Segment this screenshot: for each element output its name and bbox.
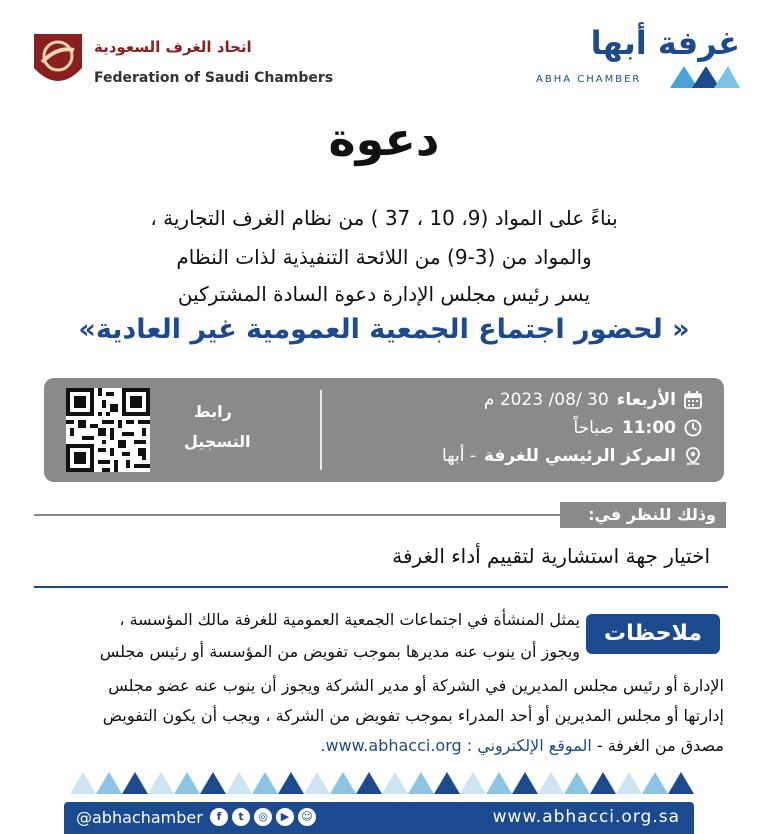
decorative-triangle (122, 772, 148, 794)
event-time-suffix: صباحاً (573, 418, 614, 438)
decorative-triangle (512, 772, 538, 794)
decorative-triangle (668, 772, 694, 794)
decorative-triangle (408, 772, 434, 794)
abha-logo-triangles-icon (670, 62, 740, 88)
decorative-triangle (252, 772, 278, 794)
abha-logo-english: ABHA CHAMBER (536, 74, 642, 85)
notes-badge: ملاحظات (586, 614, 720, 654)
snapchat-icon[interactable]: ☺ (298, 808, 316, 826)
calendar-icon (684, 391, 702, 409)
federation-name-english: Federation of Saudi Chambers (94, 70, 334, 86)
facebook-icon[interactable]: f (210, 808, 228, 826)
decorative-triangle (590, 772, 616, 794)
registration-label-line-2: التسجيل (184, 432, 251, 451)
agenda-item: اختيار جهة استشارية لتقييم أداء الغرفة (392, 544, 710, 568)
federation-logo (28, 28, 334, 100)
decorative-triangle (642, 772, 668, 794)
decorative-triangle (486, 772, 512, 794)
registration-qr-code[interactable] (66, 388, 150, 472)
event-time-row (573, 418, 702, 438)
social-handle[interactable]: @abhachamber (76, 808, 203, 827)
decorative-triangle (538, 772, 564, 794)
website-label: الموقع الإلكتروني : (466, 736, 592, 755)
intro-line-2: والمواد من (3-9) من اللائحة التنفيذية لذات النظام (176, 245, 592, 269)
event-location-row (442, 446, 702, 466)
agenda-divider (34, 586, 728, 588)
event-day: الأربعاء (616, 390, 676, 410)
event-info-box (44, 378, 724, 482)
decorative-triangle (96, 772, 122, 794)
event-location-city: - أبها (441, 446, 476, 466)
event-date-row (484, 390, 702, 410)
decorative-triangle (278, 772, 304, 794)
event-location: المركز الرئيسي للغرفة (483, 446, 676, 466)
event-date: 30 /08/ 2023 م (483, 390, 609, 410)
footer-website[interactable]: www.abhacci.org.sa (492, 807, 680, 827)
info-divider (320, 390, 322, 470)
notes-line-1: يمثل المنشأة في اجتماعات الجمعية العمومية للغرفة مالك المؤسسة ، (119, 610, 580, 629)
federation-name-arabic: اتحاد الغرف السعودية (94, 38, 252, 56)
event-time: 11:00 (621, 418, 676, 438)
footer-bar (64, 802, 694, 834)
registration-label-line-1: رابط (194, 402, 232, 421)
notes-line-5-text: مصدق من الغرفة - (596, 736, 724, 755)
decorative-triangle (148, 772, 174, 794)
decorative-triangle (174, 772, 200, 794)
intro-line-3: يسر رئيس مجلس الإدارة دعوة السادة المشتركين (177, 282, 591, 306)
invitation-title: دعوة (328, 112, 440, 166)
notes-line-4: إدارتها أو مجلس المديرين أو أحد المدراء بموجب تفويض من الشركة ، ويجب أن يكون التفويض (102, 706, 724, 725)
decorative-triangle (382, 772, 408, 794)
federation-emblem-icon (28, 28, 88, 94)
intro-line-1: بناءً على المواد (9، 10 ، 37 ) من نظام الغرف التجارية ، (150, 206, 618, 230)
decorative-triangle-band (70, 772, 698, 794)
decorative-triangle (616, 772, 642, 794)
notes-line-5 (320, 736, 724, 755)
instagram-icon[interactable]: ◎ (254, 808, 272, 826)
notes-line-2: ويجوز أن ينوب عنه مديرها بموجب تفويض من المؤسسة أو رئيس مجلس (99, 642, 580, 661)
section-divider (34, 514, 564, 516)
decorative-triangle (200, 772, 226, 794)
decorative-triangle (356, 772, 382, 794)
notes-line-3: الإدارة أو رئيس مجلس المديرين في الشركة أو مدير الشركة ويجوز أن ينوب عنه عضو مجلس (108, 676, 724, 695)
agenda-section-label: وذلك للنظر في: (560, 502, 726, 528)
twitter-icon[interactable]: t (232, 808, 250, 826)
clock-icon (684, 419, 702, 437)
website-link[interactable]: www.abhacci.org. (320, 736, 462, 755)
location-pin-icon (684, 447, 702, 465)
decorative-triangle (304, 772, 330, 794)
decorative-triangle (226, 772, 252, 794)
decorative-triangle (460, 772, 486, 794)
decorative-triangle (70, 772, 96, 794)
meeting-headline: « لحضور اجتماع الجمعية العمومية غير العادية» (78, 314, 690, 345)
abha-chamber-logo (520, 24, 740, 94)
decorative-triangle (434, 772, 460, 794)
youtube-icon[interactable]: ▶ (276, 808, 294, 826)
social-icons (210, 808, 316, 826)
abha-logo-arabic: غرفة أبها (590, 24, 740, 62)
decorative-triangle (564, 772, 590, 794)
qr-code-icon (66, 388, 150, 472)
decorative-triangle (330, 772, 356, 794)
